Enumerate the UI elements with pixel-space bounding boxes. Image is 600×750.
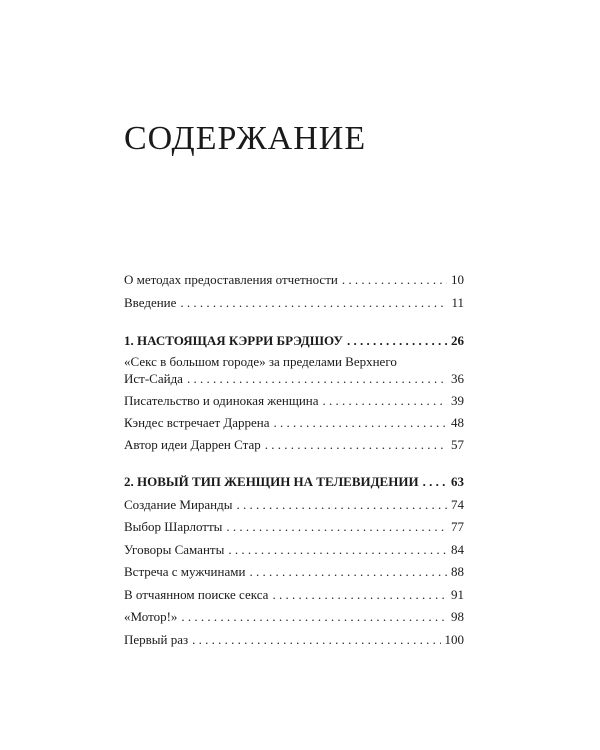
toc-entry[interactable] <box>124 415 464 431</box>
toc-entry-label: Создание Миранды <box>124 497 233 512</box>
leader-dots <box>323 393 447 409</box>
page-title: СОДЕРЖАНИЕ <box>124 120 367 157</box>
toc-entry[interactable] <box>124 371 464 387</box>
toc-part-page: 63 <box>451 474 464 489</box>
leader-dots <box>236 497 447 513</box>
leader-dots <box>274 415 447 431</box>
toc-part-label: 2. НОВЫЙ ТИП ЖЕНЩИН НА ТЕЛЕВИДЕНИИ <box>124 474 419 489</box>
toc-entry[interactable] <box>124 393 464 409</box>
leader-dots <box>180 295 447 311</box>
toc-entry-page: 84 <box>451 542 464 557</box>
toc-entry[interactable] <box>124 497 464 513</box>
toc-entry-page: 10 <box>451 272 464 287</box>
toc-entry-page: 39 <box>451 393 464 408</box>
toc-entry-page: 74 <box>451 497 464 512</box>
leader-dots <box>272 587 447 603</box>
toc-entry[interactable] <box>124 272 464 288</box>
toc-entry[interactable] <box>124 564 464 580</box>
toc-part-page: 26 <box>451 333 464 348</box>
toc-entry-label: Уговоры Саманты <box>124 542 225 557</box>
toc-entry-page: 36 <box>451 371 464 386</box>
toc-entry[interactable] <box>124 587 464 603</box>
toc-entry[interactable] <box>124 437 464 453</box>
leader-dots <box>249 564 447 580</box>
toc-part-heading[interactable] <box>124 474 464 490</box>
toc-entry-label: Кэндес встречает Даррена <box>124 415 270 430</box>
toc-entry-label: Первый раз <box>124 632 189 647</box>
toc-entry-label: Выбор Шарлотты <box>124 519 223 534</box>
toc-entry-label: В отчаянном поиске секса <box>124 587 269 602</box>
toc-entry-label: Встреча с мужчинами <box>124 564 246 579</box>
toc-entry-label: Автор идеи Даррен Стар <box>124 437 261 452</box>
toc-entry-page: 11 <box>451 295 464 310</box>
toc-entry-label: «Мотор!» <box>124 609 178 624</box>
leader-dots <box>347 333 447 349</box>
leader-dots <box>342 272 447 288</box>
toc-entry-page: 57 <box>451 437 464 452</box>
leader-dots <box>192 632 440 648</box>
leader-dots <box>226 519 447 535</box>
toc-entry[interactable] <box>124 632 464 648</box>
toc-entry-label: Писательство и одинокая женщина <box>124 393 319 408</box>
toc-entry[interactable] <box>124 295 464 311</box>
toc-part-label: 1. НАСТОЯЩАЯ КЭРРИ БРЭДШОУ <box>124 333 343 348</box>
toc-entry-label: Введение <box>124 295 177 310</box>
toc-entry-label: Ист-Сайда <box>124 371 183 386</box>
toc-entry-label-line1[interactable]: «Секс в большом городе» за пределами Верхнего <box>124 354 397 369</box>
leader-dots <box>228 542 447 558</box>
leader-dots <box>265 437 447 453</box>
toc-entry[interactable] <box>124 519 464 535</box>
toc-entry-page: 91 <box>451 587 464 602</box>
toc-entry-page: 77 <box>451 519 464 534</box>
toc-entry-page: 98 <box>451 609 464 624</box>
toc-entry-page: 100 <box>444 632 464 647</box>
toc-entry-page: 48 <box>451 415 464 430</box>
leader-dots <box>181 609 447 625</box>
leader-dots <box>423 474 447 490</box>
toc-part-heading[interactable] <box>124 333 464 349</box>
toc-entry[interactable] <box>124 542 464 558</box>
leader-dots <box>187 371 447 387</box>
toc-entry-label: О методах предоставления отчетности <box>124 272 338 287</box>
toc-entry[interactable] <box>124 609 464 625</box>
toc-entry-page: 88 <box>451 564 464 579</box>
